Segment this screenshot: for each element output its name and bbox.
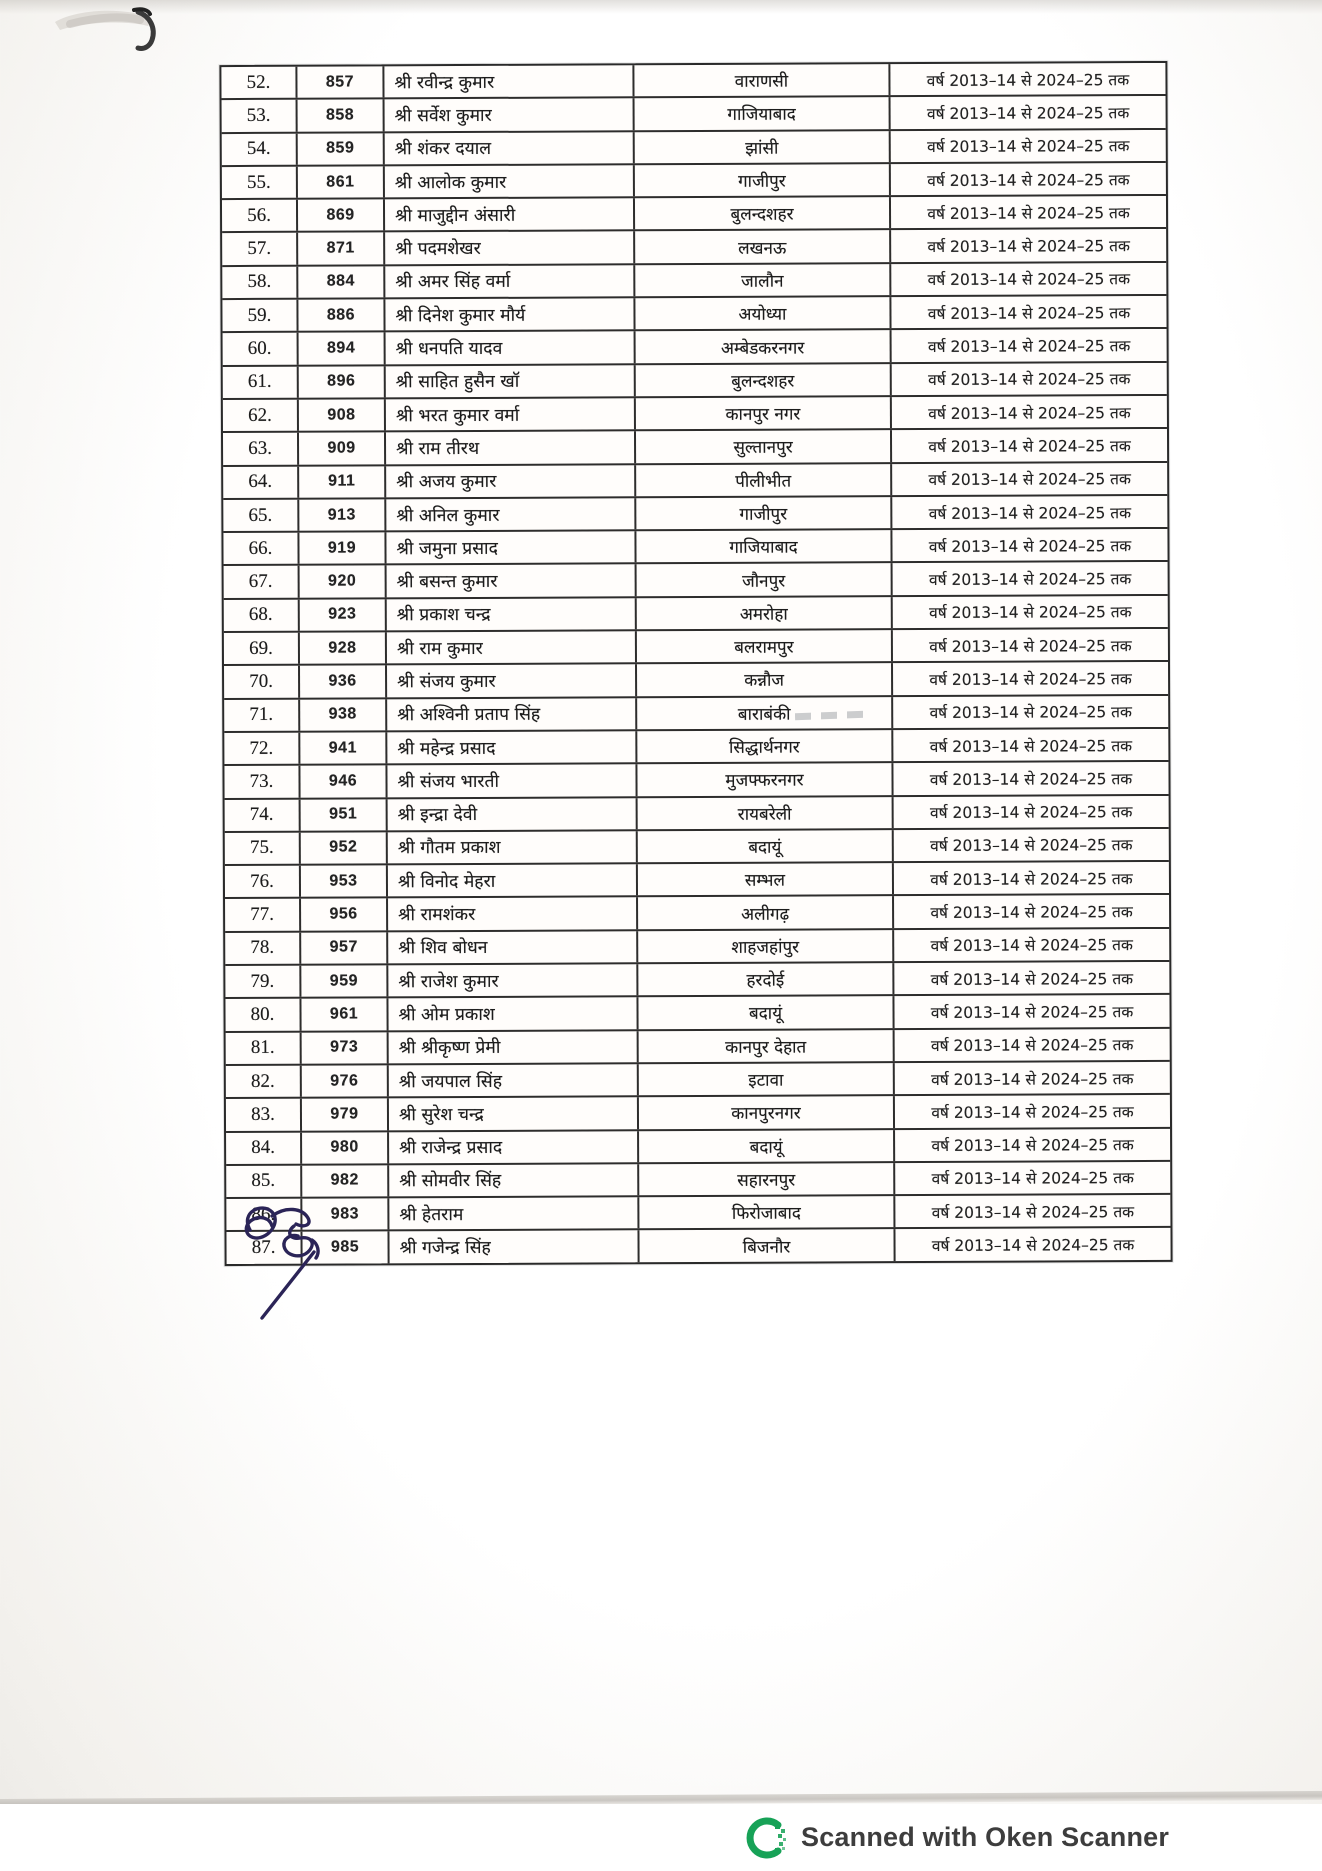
serial-number-cell: 62. xyxy=(223,400,299,432)
year-period-cell: वर्ष 2013–14 से 2024–25 तक xyxy=(930,836,1133,856)
district-cell: अलीगढ़ xyxy=(638,897,894,929)
record-table xyxy=(219,61,1172,1266)
person-name-cell: श्री धनपति यादव xyxy=(386,332,636,364)
year-period-cell: वर्ष 2013–14 से 2024–25 तक xyxy=(928,403,1131,423)
id-number-cell: 982 xyxy=(302,1165,389,1197)
serial-number-cell: 59. xyxy=(222,300,298,332)
person-name-cell: श्री हेतराम xyxy=(389,1197,639,1229)
id-number-cell: 985 xyxy=(302,1232,389,1264)
id-number-cell: 919 xyxy=(299,533,386,565)
serial-number-cell: 79. xyxy=(225,966,301,998)
district-cell: गाजियाबाद xyxy=(635,97,891,129)
handwritten-signature xyxy=(228,1200,378,1340)
year-period-cell: वर्ष 2013–14 से 2024–25 तक xyxy=(931,1069,1134,1089)
year-period-cell: वर्ष 2013–14 से 2024–25 तक xyxy=(929,736,1133,756)
year-period-cell: वर्ष 2013–14 से 2024–25 तक xyxy=(928,437,1131,456)
district-cell: पीलीभीत xyxy=(636,464,892,496)
serial-number-cell: 81. xyxy=(226,1032,302,1064)
table-row xyxy=(226,1029,1170,1066)
serial-number-cell: 75. xyxy=(225,833,301,865)
serial-number-cell: 65. xyxy=(223,500,299,532)
year-period-cell: वर्ष 2013–14 से 2024–25 तक xyxy=(927,203,1130,223)
person-name-cell: श्री महेन्द्र प्रसाद xyxy=(387,731,637,763)
person-name-cell: श्री आलोक कुमार xyxy=(385,165,635,197)
id-number-cell: 923 xyxy=(300,599,387,631)
id-number-cell: 953 xyxy=(301,865,388,897)
table-row xyxy=(224,562,1168,599)
serial-number-cell: 83. xyxy=(226,1099,302,1131)
id-number-cell: 896 xyxy=(299,366,386,398)
person-name-cell: श्री सुरेश चन्द्र xyxy=(389,1097,639,1129)
year-period-cell: वर्ष 2013–14 से 2024–25 तक xyxy=(930,903,1133,923)
id-number-cell: 858 xyxy=(298,100,385,132)
person-name-cell: श्री श्रीकृष्ण प्रेमी xyxy=(389,1031,639,1063)
person-name-cell: श्री रवीन्द्र कुमार xyxy=(384,65,634,97)
person-name-cell: श्री विनोद मेहरा xyxy=(388,864,638,896)
person-name-cell: श्री अश्विनी प्रताप सिंह xyxy=(387,698,637,730)
scanner-footer xyxy=(0,1804,1322,1871)
id-number-cell: 959 xyxy=(301,965,388,997)
year-period-cell: वर्ष 2013–14 से 2024–25 तक xyxy=(930,1036,1134,1056)
id-number-cell: 869 xyxy=(298,200,385,232)
table-row xyxy=(222,296,1166,333)
person-name-cell: श्री शंकर दयाल xyxy=(385,132,635,164)
district-cell: बदायूं xyxy=(638,830,894,862)
serial-number-cell: 82. xyxy=(226,1066,302,1098)
serial-number-cell: 80. xyxy=(225,999,301,1031)
district-cell: कन्नौज xyxy=(637,663,893,695)
person-name-cell: श्री बसन्त कुमार xyxy=(387,565,637,597)
id-number-cell: 886 xyxy=(298,299,385,331)
person-name-cell: श्री सोमवीर सिंह xyxy=(389,1164,639,1196)
id-number-cell: 956 xyxy=(301,899,388,931)
district-cell: बलरामपुर xyxy=(637,630,893,662)
table-row xyxy=(223,363,1167,400)
year-period-cell: वर्ष 2013–14 से 2024–25 तक xyxy=(931,1102,1134,1122)
table-row xyxy=(224,729,1168,766)
id-number-cell: 941 xyxy=(300,732,387,764)
person-name-cell: श्री जमुना प्रसाद xyxy=(386,531,636,563)
district-cell: जौनपुर xyxy=(637,564,893,596)
table-row xyxy=(222,96,1166,133)
year-period-cell: वर्ष 2013–14 से 2024–25 तक xyxy=(928,536,1132,556)
id-number-cell: 871 xyxy=(298,233,385,265)
table-row xyxy=(223,396,1167,433)
serial-number-cell: 74. xyxy=(225,799,301,831)
district-cell: लखनऊ xyxy=(635,231,891,263)
serial-number-cell: 67. xyxy=(224,566,300,598)
id-number-cell: 951 xyxy=(301,799,388,831)
table-row xyxy=(224,629,1168,666)
table-row xyxy=(223,429,1167,466)
id-number-cell: 920 xyxy=(300,566,387,598)
person-name-cell: श्री माजुद्दीन अंसारी xyxy=(385,198,635,230)
person-name-cell: श्री राम कुमार xyxy=(387,631,637,663)
id-number-cell: 857 xyxy=(297,66,384,98)
table-row xyxy=(222,229,1166,266)
district-cell: फिरोजाबाद xyxy=(639,1196,895,1228)
serial-number-cell: 85. xyxy=(226,1166,302,1198)
id-number-cell: 909 xyxy=(299,433,386,465)
id-number-cell: 979 xyxy=(302,1099,389,1131)
scan-smudge-artifact xyxy=(30,0,200,70)
district-cell: गाजियाबाद xyxy=(636,530,892,562)
serial-number-cell: 78. xyxy=(225,932,301,964)
id-number-cell: 938 xyxy=(300,699,387,731)
serial-number-cell: 64. xyxy=(223,466,299,498)
district-cell: झांसी xyxy=(635,131,891,163)
serial-number-cell: 73. xyxy=(224,766,300,798)
year-period-cell: वर्ष 2013–14 से 2024–25 तक xyxy=(929,636,1132,656)
year-period-cell: वर्ष 2013–14 से 2024–25 तक xyxy=(930,969,1134,989)
year-period-cell: वर्ष 2013–14 से 2024–25 तक xyxy=(927,170,1130,190)
serial-number-cell: 52. xyxy=(221,67,297,99)
year-period-cell: वर्ष 2013–14 से 2024–25 तक xyxy=(927,337,1131,357)
year-period-cell: वर्ष 2013–14 से 2024–25 तक xyxy=(927,270,1131,290)
id-number-cell: 961 xyxy=(301,999,388,1031)
id-number-cell: 957 xyxy=(301,932,388,964)
person-name-cell: श्री रामशंकर xyxy=(388,898,638,930)
person-name-cell: श्री दिनेश कुमार मौर्य xyxy=(385,298,635,330)
district-cell: अयोध्या xyxy=(635,297,891,329)
table-row xyxy=(225,995,1169,1032)
id-number-cell: 928 xyxy=(300,632,387,664)
person-name-cell: श्री पदमशेखर xyxy=(385,232,635,264)
person-name-cell: श्री शिव बोधन xyxy=(388,931,638,963)
person-name-cell: श्री प्रकाश चन्द्र xyxy=(387,598,637,630)
serial-number-cell: 60. xyxy=(223,333,299,365)
table-body xyxy=(221,63,1170,1264)
serial-number-cell: 86. xyxy=(226,1199,302,1231)
year-period-cell: वर्ष 2013–14 से 2024–25 तक xyxy=(926,104,1130,123)
table-row xyxy=(225,795,1169,832)
serial-number-cell: 72. xyxy=(224,733,300,765)
serial-number-cell: 61. xyxy=(223,366,299,398)
person-name-cell: श्री भरत कुमार वर्मा xyxy=(386,398,636,430)
serial-number-cell: 84. xyxy=(226,1132,302,1164)
person-name-cell: श्री अजय कुमार xyxy=(386,465,636,497)
serial-number-cell: 68. xyxy=(224,599,300,631)
person-name-cell: श्री गजेन्द्र सिंह xyxy=(389,1231,639,1263)
year-period-cell: वर्ष 2013–14 से 2024–25 तक xyxy=(928,503,1132,523)
district-cell: सम्भल xyxy=(638,863,894,895)
year-period-cell: वर्ष 2013–14 से 2024–25 तक xyxy=(928,470,1131,490)
serial-number-cell: 87. xyxy=(226,1232,302,1264)
id-number-cell: 980 xyxy=(302,1132,389,1164)
district-cell: इटावा xyxy=(639,1063,895,1095)
district-cell: बाराबंकी xyxy=(637,697,893,729)
id-number-cell: 952 xyxy=(301,832,388,864)
serial-number-cell: 69. xyxy=(224,633,300,665)
table-row xyxy=(225,895,1169,932)
district-cell: बदायूं xyxy=(638,996,894,1028)
person-name-cell: श्री सर्वेश कुमार xyxy=(385,99,635,131)
district-cell: बुलन्दशहर xyxy=(635,197,891,229)
district-cell: हरदोई xyxy=(638,963,894,995)
id-number-cell: 911 xyxy=(299,466,386,498)
serial-number-cell: 77. xyxy=(225,899,301,931)
id-number-cell: 894 xyxy=(299,333,386,365)
serial-number-cell: 54. xyxy=(222,133,298,165)
person-name-cell: श्री जयपाल सिंह xyxy=(389,1064,639,1096)
year-period-cell: वर्ष 2013–14 से 2024–25 तक xyxy=(931,1236,1135,1256)
table-row xyxy=(226,1095,1170,1132)
district-cell: अम्बेडकरनगर xyxy=(636,331,892,363)
scanner-footer-text: Scanned with Oken Scanner xyxy=(801,1822,1170,1852)
year-period-cell: वर्ष 2013–14 से 2024–25 तक xyxy=(930,869,1133,889)
district-cell: गाजीपुर xyxy=(635,164,891,196)
table-row xyxy=(222,263,1166,300)
district-cell: बदायूं xyxy=(639,1130,895,1162)
id-number-cell: 861 xyxy=(298,166,385,198)
district-cell: गाजीपुर xyxy=(636,497,892,529)
year-period-cell: वर्ष 2013–14 से 2024–25 तक xyxy=(930,936,1133,956)
person-name-cell: श्री साहित हुसैन खॉ xyxy=(386,365,636,397)
table-row xyxy=(226,1062,1170,1099)
district-cell: कानपुर देहात xyxy=(639,1030,895,1062)
serial-number-cell: 58. xyxy=(222,267,298,299)
id-number-cell: 973 xyxy=(302,1032,389,1064)
table-row xyxy=(221,63,1165,100)
table-row xyxy=(222,163,1166,200)
id-number-cell: 908 xyxy=(299,399,386,431)
year-period-cell: वर्ष 2013–14 से 2024–25 तक xyxy=(929,703,1132,723)
year-period-cell: वर्ष 2013–14 से 2024–25 तक xyxy=(931,1169,1134,1189)
person-name-cell: श्री राजेश कुमार xyxy=(388,964,638,996)
year-period-cell: वर्ष 2013–14 से 2024–25 तक xyxy=(929,769,1133,789)
serial-number-cell: 66. xyxy=(223,533,299,565)
table-row xyxy=(226,1162,1170,1199)
table-row xyxy=(224,696,1168,733)
table-row xyxy=(223,529,1167,566)
serial-number-cell: 71. xyxy=(224,699,300,731)
year-period-cell: वर्ष 2013–14 से 2024–25 तक xyxy=(929,803,1133,823)
year-period-cell: वर्ष 2013–14 से 2024–25 तक xyxy=(930,1003,1134,1022)
person-name-cell: श्री अनिल कुमार xyxy=(386,498,636,530)
table-row xyxy=(225,962,1169,999)
id-number-cell: 913 xyxy=(299,499,386,531)
table-row xyxy=(225,929,1169,966)
year-period-cell: वर्ष 2013–14 से 2024–25 तक xyxy=(931,1136,1134,1156)
year-period-cell: वर्ष 2013–14 से 2024–25 तक xyxy=(929,670,1132,689)
year-period-cell: वर्ष 2013–14 से 2024–25 तक xyxy=(928,570,1132,590)
serial-number-cell: 56. xyxy=(222,200,298,232)
person-name-cell: श्री राजेन्द्र प्रसाद xyxy=(389,1131,639,1163)
year-period-cell: वर्ष 2013–14 से 2024–25 तक xyxy=(927,137,1130,157)
table-row xyxy=(222,130,1166,167)
serial-number-cell: 57. xyxy=(222,233,298,265)
table-row xyxy=(224,662,1168,699)
serial-number-cell: 63. xyxy=(223,433,299,465)
oken-scanner-logo-icon xyxy=(745,1817,787,1859)
district-cell: सहारनपुर xyxy=(639,1163,895,1195)
district-cell: कानपुरनगर xyxy=(639,1096,895,1128)
year-period-cell: वर्ष 2013–14 से 2024–25 तक xyxy=(926,70,1130,90)
district-cell: जालौन xyxy=(635,264,891,296)
table-row xyxy=(223,329,1167,366)
table-row xyxy=(222,196,1166,233)
table-row xyxy=(223,463,1167,500)
district-cell: मुजफ्फरनगर xyxy=(637,763,893,795)
id-number-cell: 983 xyxy=(302,1198,389,1230)
id-number-cell: 859 xyxy=(298,133,385,165)
district-cell: सिद्धार्थनगर xyxy=(637,730,893,762)
year-period-cell: वर्ष 2013–14 से 2024–25 तक xyxy=(931,1202,1135,1222)
district-cell: सुल्तानपुर xyxy=(636,430,892,462)
district-cell: शाहजहांपुर xyxy=(638,930,894,962)
district-cell: बिजनौर xyxy=(639,1230,895,1262)
year-period-cell: वर्ष 2013–14 से 2024–25 तक xyxy=(927,237,1130,257)
table-row xyxy=(224,596,1168,633)
table-row xyxy=(225,862,1169,899)
year-period-cell: वर्ष 2013–14 से 2024–25 तक xyxy=(927,303,1131,323)
district-cell: बुलन्दशहर xyxy=(636,364,892,396)
table-row xyxy=(224,762,1168,799)
district-cell: वाराणसी xyxy=(634,64,890,96)
id-number-cell: 936 xyxy=(300,666,387,698)
table-row xyxy=(226,1128,1170,1165)
district-cell: रायबरेली xyxy=(638,797,894,829)
table-row xyxy=(223,496,1167,533)
id-number-cell: 884 xyxy=(298,266,385,298)
serial-number-cell: 70. xyxy=(224,666,300,698)
person-name-cell: श्री संजय कुमार xyxy=(387,665,637,697)
year-period-cell: वर्ष 2013–14 से 2024–25 तक xyxy=(929,603,1132,623)
id-number-cell: 946 xyxy=(300,766,387,798)
district-cell: अमरोहा xyxy=(637,597,893,629)
person-name-cell: श्री इन्द्रा देवी xyxy=(388,798,638,830)
serial-number-cell: 76. xyxy=(225,866,301,898)
person-name-cell: श्री अमर सिंह वर्मा xyxy=(385,265,635,297)
year-period-cell: वर्ष 2013–14 से 2024–25 तक xyxy=(928,370,1131,390)
person-name-cell: श्री ओम प्रकाश xyxy=(388,998,638,1030)
person-name-cell: श्री गौतम प्रकाश xyxy=(388,831,638,863)
person-name-cell: श्री राम तीरथ xyxy=(386,432,636,464)
id-number-cell: 976 xyxy=(302,1065,389,1097)
table-row xyxy=(225,829,1169,866)
district-cell: कानपुर नगर xyxy=(636,397,892,429)
serial-number-cell: 55. xyxy=(222,167,298,199)
person-name-cell: श्री संजय भारती xyxy=(387,764,637,796)
serial-number-cell: 53. xyxy=(222,100,298,132)
